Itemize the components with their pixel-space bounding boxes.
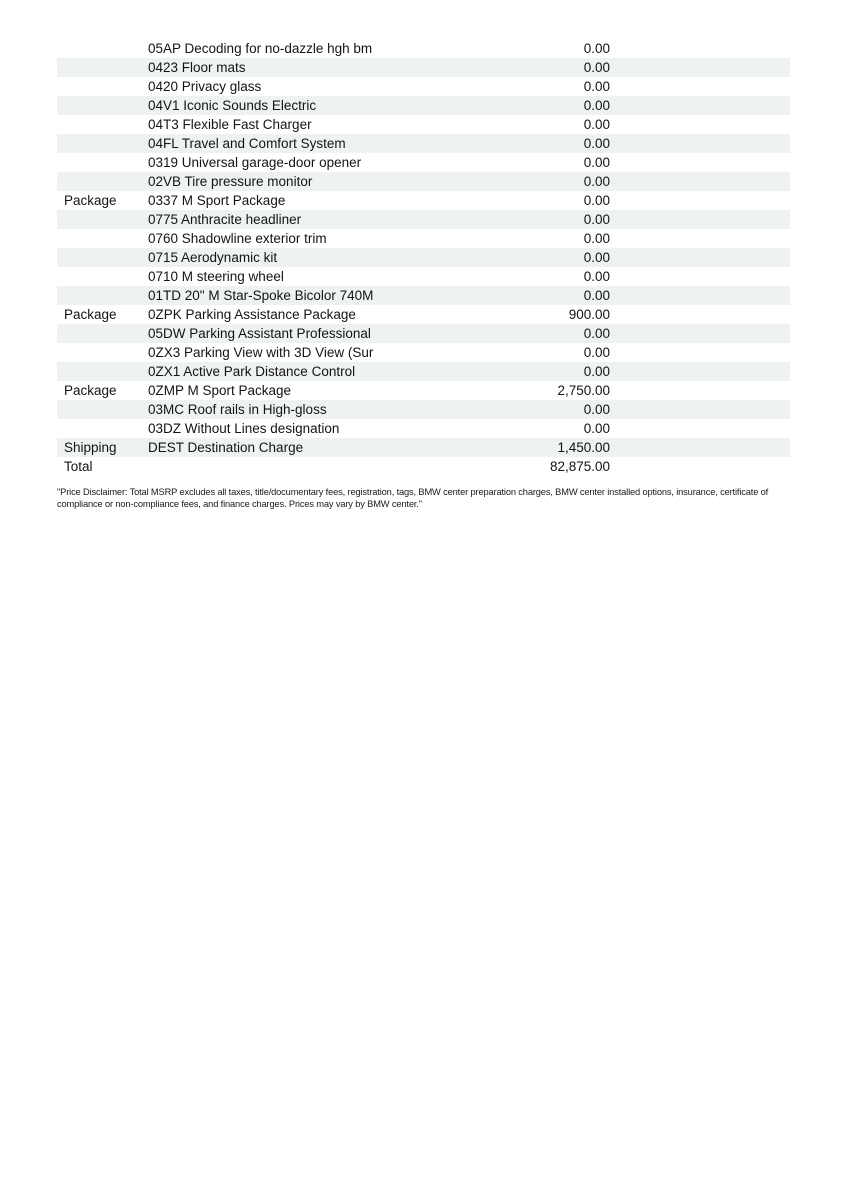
table-row: [57, 419, 790, 438]
row-price: 0.00: [583, 136, 610, 151]
row-description: 02VB Tire pressure monitor: [148, 174, 313, 189]
row-description: 0420 Privacy glass: [148, 79, 262, 94]
row-description: 03MC Roof rails in High-gloss: [148, 402, 327, 417]
table-row: [57, 400, 790, 419]
row-price: 0.00: [583, 326, 610, 341]
table-row: [57, 172, 790, 191]
document-page: [57, 39, 790, 510]
table-row: [57, 115, 790, 134]
table-row: [57, 153, 790, 172]
row-description: 0760 Shadowline exterior trim: [148, 231, 327, 246]
row-price: 0.00: [583, 212, 610, 227]
row-description: 05DW Parking Assistant Professional: [148, 326, 371, 341]
row-price: 0.00: [583, 98, 610, 113]
row-description: 04FL Travel and Comfort System: [148, 136, 346, 151]
row-price: 0.00: [583, 364, 610, 379]
row-price: 0.00: [583, 288, 610, 303]
row-description: 0423 Floor mats: [148, 60, 246, 75]
table-row: [57, 267, 790, 286]
row-price: 0.00: [583, 193, 610, 208]
table-row: [57, 77, 790, 96]
row-price: 0.00: [583, 117, 610, 132]
table-row: [57, 248, 790, 267]
row-description: 01TD 20" M Star-Spoke Bicolor 740M: [148, 288, 374, 303]
table-row: [57, 191, 790, 210]
row-description: 04T3 Flexible Fast Charger: [148, 117, 312, 132]
table-row: [57, 305, 790, 324]
row-category: Package: [64, 307, 117, 322]
table-row: [57, 229, 790, 248]
row-price: 0.00: [583, 79, 610, 94]
row-category: Package: [64, 193, 117, 208]
row-description: 0ZPK Parking Assistance Package: [148, 307, 356, 322]
row-category: Shipping: [64, 440, 117, 455]
table-row: [57, 381, 790, 400]
row-description: 0319 Universal garage-door opener: [148, 155, 362, 170]
row-description: 0ZX1 Active Park Distance Control: [148, 364, 356, 379]
row-description: 0775 Anthracite headliner: [148, 212, 302, 227]
row-price: 0.00: [583, 269, 610, 284]
table-row: [57, 286, 790, 305]
row-description: 03DZ Without Lines designation: [148, 421, 340, 436]
row-description: 04V1 Iconic Sounds Electric: [148, 98, 317, 113]
table-row: [57, 362, 790, 381]
table-row: [57, 58, 790, 77]
table-row: [57, 210, 790, 229]
row-price: 2,750.00: [557, 383, 610, 398]
row-price: 0.00: [583, 174, 610, 189]
row-description: 0715 Aerodynamic kit: [148, 250, 278, 265]
row-price: 0.00: [583, 402, 610, 417]
row-description: DEST Destination Charge: [148, 440, 304, 455]
table-row: [57, 457, 790, 476]
row-price: 900.00: [568, 307, 610, 322]
row-category: Total: [64, 459, 93, 474]
row-price: 0.00: [583, 60, 610, 75]
row-description: 0710 M steering wheel: [148, 269, 284, 284]
row-price: 1,450.00: [557, 440, 610, 455]
row-description: 0ZMP M Sport Package: [148, 383, 292, 398]
row-description: 0ZX3 Parking View with 3D View (Sur: [148, 345, 374, 360]
table-row: [57, 39, 790, 58]
row-description: 05AP Decoding for no-dazzle hgh bm: [148, 41, 373, 56]
price-disclaimer: "Price Disclaimer: Total MSRP excludes all taxes, title/documentary fees, registration, tags, BMW center preparation charges, BMW center installed options, insurance, certificate of compliance or non-compliance fees, and finance charges. Prices may vary by BMW center.": [57, 487, 769, 509]
row-price: 0.00: [583, 41, 610, 56]
row-description: 0337 M Sport Package: [148, 193, 286, 208]
row-price: 0.00: [583, 421, 610, 436]
row-price: 82,875.00: [549, 459, 610, 474]
options-table: [57, 39, 790, 476]
row-price: 0.00: [583, 250, 610, 265]
row-price: 0.00: [583, 155, 610, 170]
row-price: 0.00: [583, 231, 610, 246]
row-category: Package: [64, 383, 117, 398]
table-row: [57, 96, 790, 115]
row-price: 0.00: [583, 345, 610, 360]
table-row: [57, 134, 790, 153]
table-row: [57, 343, 790, 362]
table-row: [57, 438, 790, 457]
table-row: [57, 324, 790, 343]
